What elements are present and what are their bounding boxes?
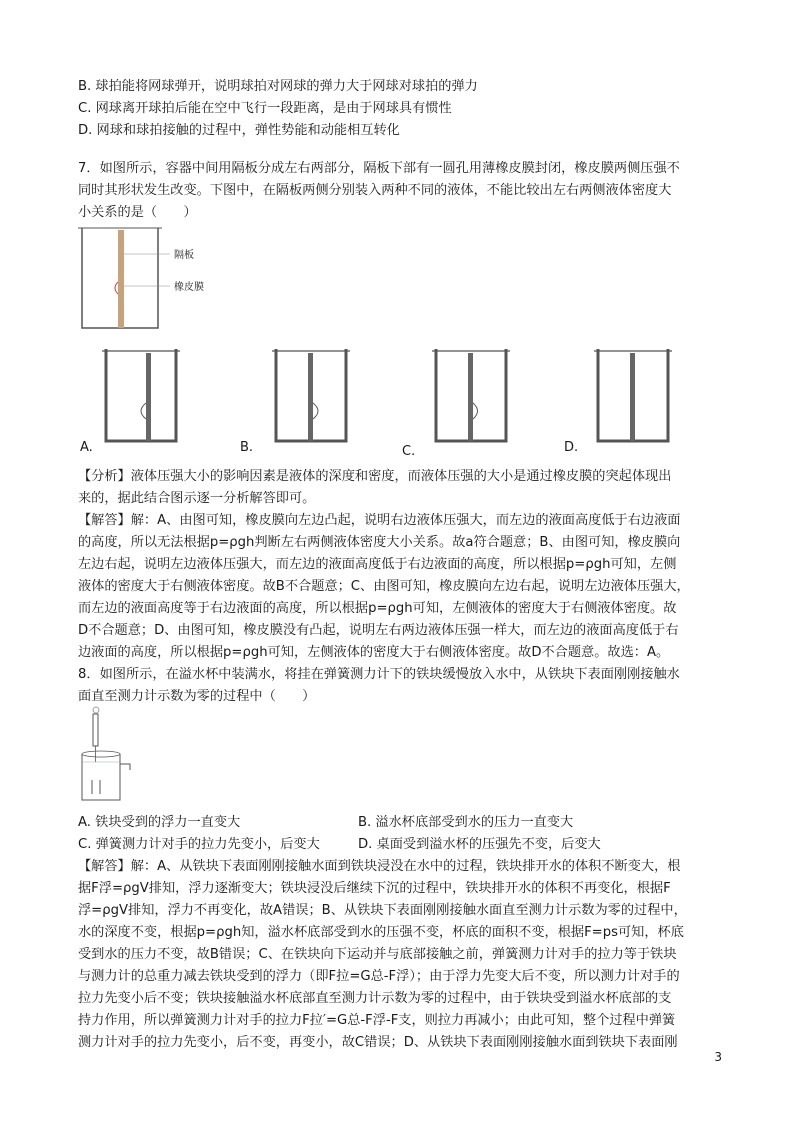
option-d-prev: D. 网球和球拍接触的过程中，弹性势能和动能相互转化 bbox=[78, 123, 400, 138]
q7-solution-line-6: D不合题意；D、由图可知，橡皮膜没有凸起，说明左右两边液体压强一样大，而左边的液面高度低于右 bbox=[78, 623, 679, 638]
q8-solution-line-2: 据F浮=ρgV排知，浮力逐渐变大；铁块浸没后继续下沉的过程中，铁块排开水的体积不再变化，根据F bbox=[78, 881, 671, 896]
q7-option-c-figure bbox=[430, 345, 512, 445]
q8-solution-line-7: 拉力先变小后不变；铁块接触溢水杯底部直至测力计示数为零的过程中，由于铁块受到溢水杯底部的支 bbox=[78, 991, 672, 1006]
membrane-label: 橡皮膜 bbox=[174, 282, 204, 293]
q8-solution-line-6: 与测力计的总重力减去铁块受到的浮力（即F拉=G总-F浮）；由于浮力先变大后不变，所以测力计对手的 bbox=[78, 969, 680, 984]
partition-label: 隔板 bbox=[174, 250, 194, 261]
q8-option-b: B. 溢水杯底部受到水的压力一直变大 bbox=[358, 815, 574, 830]
q8-solution-line-1: 【解答】解：A、从铁块下表面刚刚接触水面到铁块浸没在水中的过程，铁块排开水的体积不断变大，根 bbox=[78, 859, 681, 874]
q7-stem-line-2: 同时其形状发生改变。下图中，在隔板两侧分别装入两种不同的液体，不能比较出左右两侧液体密度大 bbox=[78, 183, 672, 198]
q7-option-a-label: A. bbox=[80, 440, 93, 455]
q8-solution-line-3: 浮=ρgV排知，浮力不再变化，故A错误；B、从铁块下表面刚刚接触水面直至测力计示数为零的过程中， bbox=[78, 903, 687, 918]
q7-option-a-figure bbox=[100, 345, 182, 445]
q8-option-c: C. 弹簧测力计对手的拉力先变小，后变大 bbox=[78, 837, 320, 852]
q7-option-c-label: C. bbox=[402, 444, 416, 459]
q7-solution-line-1: 【解答】解：A、由图可知，橡皮膜向左边凸起，说明右边液体压强大，而左边的液面高度低于右边液面 bbox=[78, 513, 681, 528]
q8-solution-line-5: 受到水的压力不变，故B错误；C、在铁块向下运动并与底部接触之前，弹簧测力计对手的拉力等于铁块 bbox=[78, 947, 677, 962]
q8-solution-line-9: 测力计对手的拉力先变小，后不变，再变小，故C错误；D、从铁块下表面刚刚接触水面到铁块下表面刚 bbox=[78, 1035, 678, 1050]
q7-solution-line-4: 液体的密度大于右侧液体密度。故B不合题意；C、由图可知，橡皮膜向左边右起，说明左边液体压强大， bbox=[78, 579, 690, 594]
q8-option-d: D. 桌面受到溢水杯的压强先不变，后变大 bbox=[358, 837, 601, 852]
q7-solution-line-2: 的高度，所以无法根据p=ρgh判断左右两侧液体密度大小关系。故a符合题意；B、由图可知，橡皮膜向 bbox=[78, 535, 681, 550]
q7-solution-line-5: 而左边的液面高度等于右边液面的高度，所以根据p=ρgh可知，左侧液体的密度大于右侧液体密度。故 bbox=[78, 601, 677, 616]
q7-solution-line-7: 边液面的高度，所以根据p=ρgh可知，左侧液体的密度大于右侧液体密度。故D不合题意。故选：A。 bbox=[78, 645, 670, 660]
q7-option-b-label: B. bbox=[240, 440, 254, 455]
q7-container-figure bbox=[78, 224, 238, 332]
q7-analysis-line-1: 【分析】液体压强大小的影响因素是液体的深度和密度，而液体压强的大小是通过橡皮膜的突起体现出 bbox=[78, 469, 672, 484]
q7-option-d-figure bbox=[592, 345, 674, 445]
q8-stem-line-2: 面直至测力计示数为零的过程中（ ） bbox=[78, 689, 316, 704]
q7-solution-line-3: 左边右起，说明左边液体压强大，而左边的液面高度低于右边液面的高度，所以根据p=ρgh可知，左侧 bbox=[78, 557, 677, 572]
q8-option-a: A. 铁块受到的浮力一直变大 bbox=[78, 815, 241, 830]
q7-option-b-figure bbox=[270, 345, 352, 445]
q8-solution-line-4: 水的深度不变，根据p=ρgh知，溢水杯底部受到水的压强不变，杯底的面积不变，根据F=ps可知，杯底 bbox=[78, 925, 684, 940]
q8-overflow-cup-figure bbox=[78, 700, 148, 804]
q8-solution-line-8: 持力作用，所以弹簧测力计对手的拉力F拉′=G总-F浮-F支，则拉力再减小；由此可知，整个过程中弹簧 bbox=[78, 1013, 676, 1028]
option-b-prev: B. 球拍能将网球弹开，说明球拍对网球的弹力大于网球对球拍的弹力 bbox=[78, 79, 478, 94]
q7-stem-line-3: 小关系的是（ ） bbox=[78, 205, 197, 220]
page-number: 3 bbox=[714, 1050, 722, 1064]
q7-option-d-label: D. bbox=[564, 440, 579, 455]
q8-stem-line-1: 8．如图所示，在溢水杯中装满水，将挂在弹簧测力计下的铁块缓慢放入水中，从铁块下表面刚刚接触水 bbox=[78, 667, 680, 682]
q7-analysis-line-2: 来的，据此结合图示逐一分析解答即可。 bbox=[78, 491, 316, 506]
option-c-prev: C. 网球离开球拍后能在空中飞行一段距离，是由于网球具有惯性 bbox=[78, 101, 452, 116]
q7-stem-line-1: 7．如图所示，容器中间用隔板分成左右两部分，隔板下部有一圆孔用薄橡皮膜封闭，橡皮膜两侧压强不 bbox=[78, 161, 680, 176]
